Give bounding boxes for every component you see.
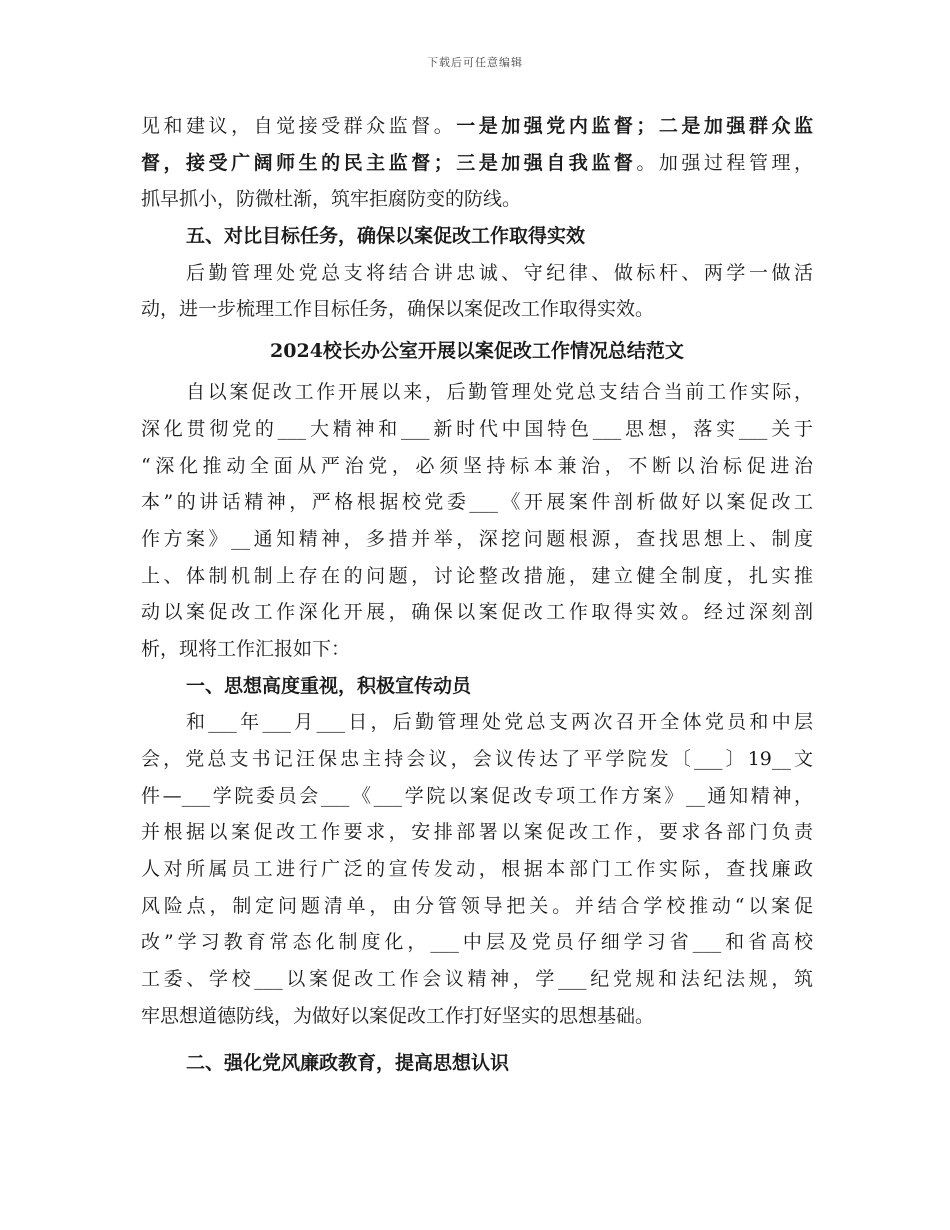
intro-text: 。加强过程管理， [636, 151, 813, 174]
paragraph-line: 深化贯彻党的___大精神和___新时代中国特色___思想，落实___关于 [141, 417, 813, 440]
paragraph-line: 动以案促改工作深化开展，确保以案促改工作取得实效。经过深刻剖 [141, 601, 813, 624]
section-1-line: 人对所属员工进行广泛的宣传发动，根据本部门工作实际，查找廉政 [141, 858, 813, 881]
intro-bold-text: 一是加强党内监督；二是加强群众监 [456, 115, 813, 137]
page-header: 下载后可任意编辑 [427, 56, 523, 69]
intro-line-1 [141, 108, 813, 145]
section-1-heading: 一、思想高度重视，积极宣传动员 [186, 674, 472, 697]
section-1-line: 风险点，制定问题清单，由分管领导把关。并结合学校推动“以案促 [141, 894, 813, 917]
section-1-line: 并根据以案促改工作要求，安排部署以案促改工作，要求各部门负责 [141, 821, 813, 844]
section-5-heading: 五、对比目标任务，确保以案促改工作取得实效 [186, 225, 586, 248]
paragraph-line: 上、体制机制上存在的问题，讨论整改措施，建立健全制度，扎实推 [141, 564, 813, 587]
spacer [141, 1035, 813, 1045]
document-body [141, 108, 813, 1081]
intro-bold-text: 督，接受广阔师生的民主监督；三是加强自我监督 [141, 151, 637, 174]
section-1-line: 会，党总支书记汪保忠主持会议，会议传达了平学院发〔___〕19__文 [141, 748, 813, 770]
paragraph-line: 自以案促改工作开展以来，后勤管理处党总支结合当前工作实际， [186, 381, 813, 404]
paragraph-line: 作方案》__通知精神，多措并举，深挖问题根源，查找思想上、制度 [141, 527, 813, 550]
section-1-line: 和___年___月___日，后勤管理处党总支两次召开全体党员和中层 [186, 711, 813, 734]
paragraph-line: 本”的讲话精神，严格根据校党委___《开展案件剖析做好以案促改工 [141, 491, 813, 514]
intro-line-2 [141, 145, 813, 182]
section-5-line: 后勤管理处党总支将结合讲忠诚、守纪律、做标杆、两学一做活 [186, 261, 813, 284]
section-1-line: 工委、学校___以案促改工作会议精神，学___纪党规和法纪法规，筑 [141, 968, 813, 991]
intro-line-3: 抓早抓小，防微杜渐，筑牢拒腐防变的防线。 [141, 188, 522, 211]
intro-text: 见和建议，自觉接受群众监督。 [141, 115, 457, 137]
section-1-line: 件—___学院委员会___《___学院以案促改专项工作方案》__通知精神， [141, 784, 813, 807]
section-2-heading: 二、强化党风廉政教育，提高思想认识 [186, 1051, 510, 1074]
section-1-line: 牢思想道德防线，为做好以案促改工作打好坚实的思想基础。 [141, 1004, 655, 1027]
section-5-line: 动，进一步梳理工作目标任务，确保以案促改工作取得实效。 [141, 298, 655, 321]
document-title: 2024校长办公室开展以案促改工作情况总结范文 [270, 340, 684, 363]
paragraph-line: “深化推动全面从严治党，必须坚持标本兼治，不断以治标促进治 [141, 454, 813, 477]
paragraph-line: 析，现将工作汇报如下： [141, 637, 351, 660]
section-1-line: 改”学习教育常态化制度化，___中层及党员仔细学习省___和省高校 [141, 931, 813, 954]
